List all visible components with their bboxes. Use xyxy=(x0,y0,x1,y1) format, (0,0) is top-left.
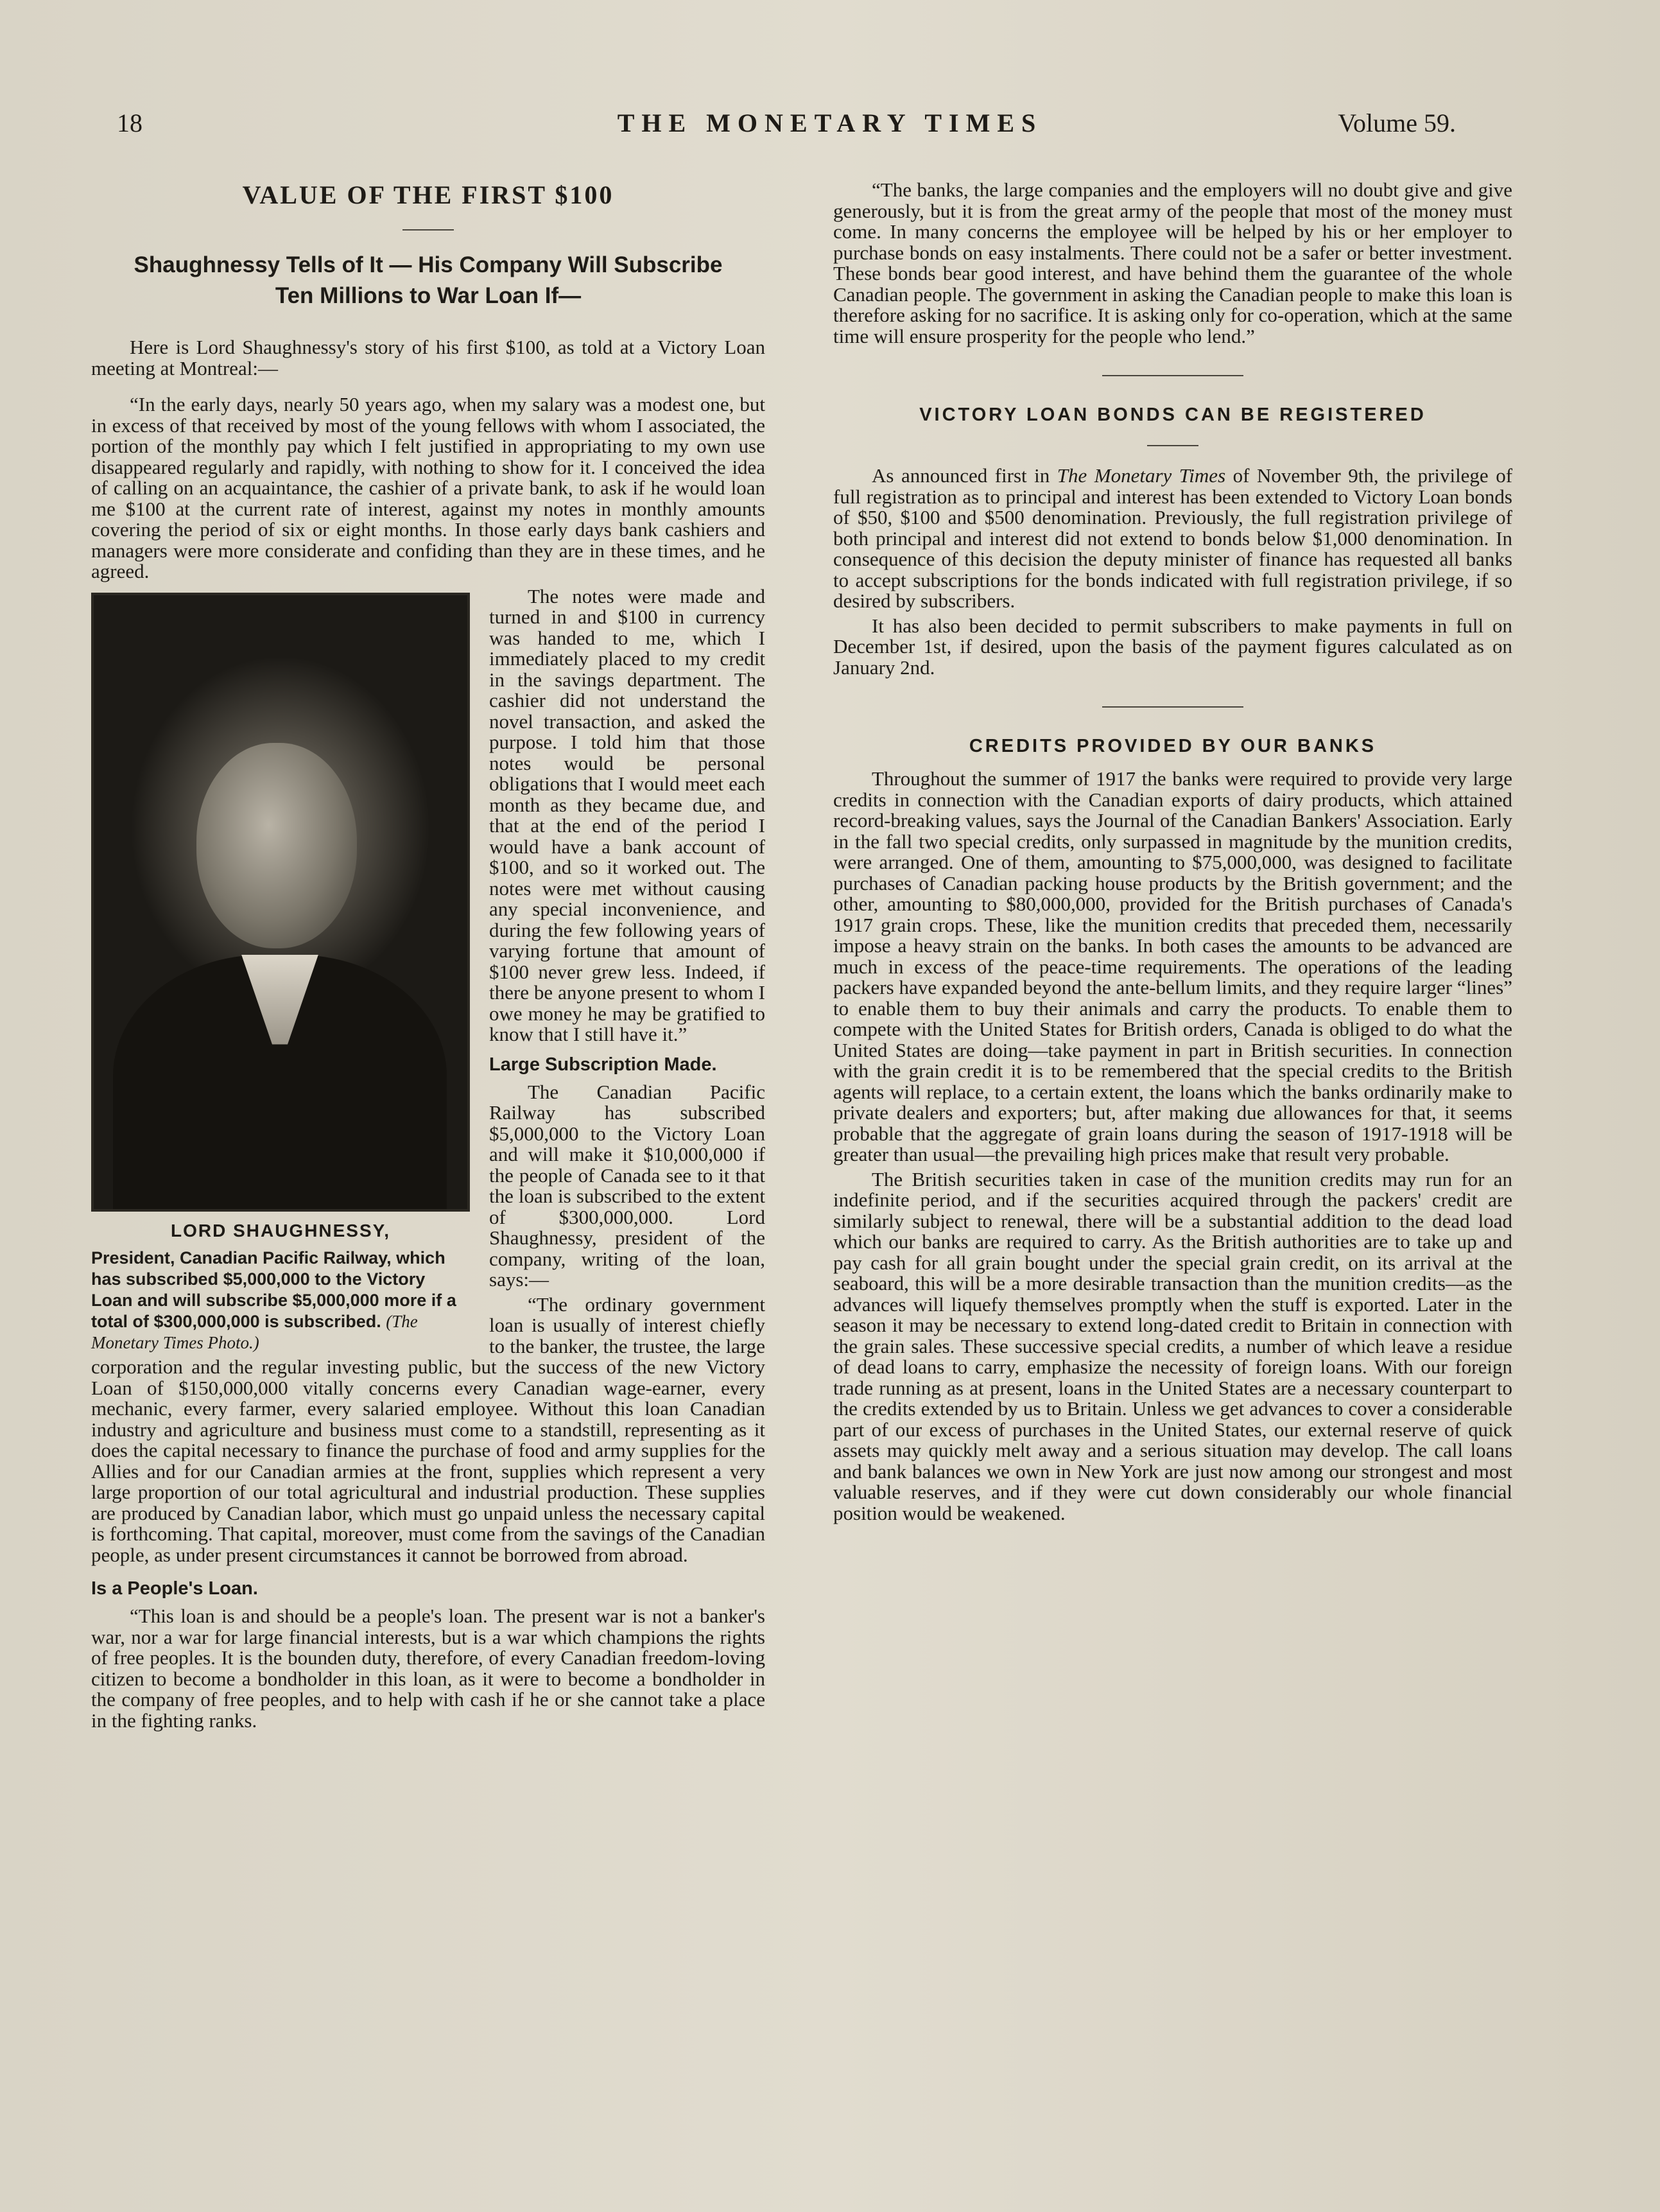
publication-title: THE MONETARY TIMES xyxy=(617,109,1043,137)
page-number: 18 xyxy=(117,109,143,137)
article-paragraph: It has also been decided to permit subscribers to make payments in full on December 1st, if desired, upon the basis of the payment figures calculated as on January 2nd. xyxy=(833,614,1512,679)
article-title: VALUE OF THE FIRST $100 xyxy=(242,180,614,209)
article-paragraph: “In the early days, nearly 50 years ago, when my salary was a modest one, but in excess of that received by most of the young fellows with whom I associated, the portion of the monthly pay which I felt justified in appropriating to my own use disappeared regularly and rapidly, with nothing to show for it. I conceived the idea of calling on an acquaintance, the cashier of a private bank, to ask if he would loan me $100 at the current rate of interest, against my notes in monthly amounts covering the period of six or eight months. In those early days bank cashiers and managers were more considerate and confiding than they are in these times, and he agreed. xyxy=(91,393,765,582)
left-column xyxy=(91,180,765,1735)
portrait-photo xyxy=(91,593,470,1212)
article-paragraph: “The ordinary government loan is usually of interest chiefly to the banker, the trustee, the large corporation and the regular investing public, but the success of the new Victory Loan of $150,000,000 vitally concerns every Canadian wage-earner, every mechanic, every farmer, every salaried employee. Without this loan Canadian industry and agriculture and business must come to a standstill, representing as it does the capital necessary to finance the purchase of food and army supplies for the Allies and for our Canadian armies at the front, supplies which represent a very large proportion of our total agricultural and industrial production. These supplies are produced by Canadian labor, which must go unpaid unless the necessary capital is forthcoming. That capital, moreover, must come from the savings of the Canadian people, as under present circumstances it cannot be borrowed from abroad. xyxy=(91,1293,765,1566)
photo-figure xyxy=(91,586,470,1354)
article-title: VICTORY LOAN BONDS CAN BE REGISTERED xyxy=(919,405,1426,425)
divider xyxy=(1147,445,1198,446)
publication-reference: The Monetary Times xyxy=(1057,464,1226,487)
running-header xyxy=(0,108,1660,153)
divider xyxy=(1102,706,1243,708)
volume-label: Volume 59. xyxy=(1338,109,1456,137)
article-paragraph: Throughout the summer of 1917 the banks were required to provide very large credits in connection with the Canadian exports of dairy products, which attained record-breaking values, says the Journal of the Canadian Bankers' Association. Early in the fall two special credits, only surpassed in magnitude by the munition credits, were arranged. One of them, amounting to $75,000,000, was designed to facilitate purchases of Canadian packing house products by the British government; and the other, amounting to $80,000,000, provided for the British purchases of Canada's 1917 grain crops. These, like the munition credits that preceded them, necessarily impose a heavy strain on the banks. In both cases the amounts to be advanced are much in excess of the peace-time requirements. The operations of the leading packers have expanded beyond the ante-bellum limits, and they require larger “lines” to enable them to buy their animals and carry the products. To enable them to compete with the United States for British orders, Canada is obliged to do what the United States are doing—take payment in part in British securities. In connection with the grain credit it is to be remembered that the special credits to the British agents will replace, to a certain extent, the loans which the banks ordinarily make to private dealers and exporters; but, after making due allowances for that, it seems probable that the aggregate of grain loans during the season of 1917-1918 will be greater than usual—the prevailing high prices make that result very probable. xyxy=(833,767,1512,1165)
photo-caption-name: LORD SHAUGHNESSY, xyxy=(170,1220,391,1241)
photo-caption-text: President, Canadian Pacific Railway, which has subscribed $5,000,000 to the Victory Loan and will subscribe $5,000,000 more if a total of $300,000,000 is subscribed. xyxy=(91,1248,456,1331)
section-heading: Is a People's Loan. xyxy=(91,1578,258,1599)
right-column xyxy=(833,180,1512,1528)
photo-caption xyxy=(91,1248,470,1354)
article-paragraph: The notes were made and turned in and $100 in currency was handed to me, which I immediately placed to my credit in the savings department. The cashier did not understand the novel transaction, and asked the purpose. I told him that those notes would be personal obligations that I would meet each month as they became due, and that at the end of the period I would have a bank account of $100, and so it worked out. The notes were met without causing any special inconvenience, and during the few following years of varying fortune that amount of $100 never grew less. Indeed, if there be anyone present to whom I owe money he may be gratified to know that I still have it.” xyxy=(489,584,765,1045)
article-paragraph: The Canadian Pacific Railway has subscribed $5,000,000 to the Victory Loan and will make it $10,000,000 if the people of Canada see to it that the loan is subscribed to the extent of $300,000,000. Lord Shaughnessy, president of the company, writing of the loan, says:— xyxy=(489,1080,765,1291)
article-paragraph: “This loan is and should be a people's loan. The present war is not a banker's war, nor a war for large financial interests, but is a war which champions the rights of free peoples. It is the bounden duty, therefore, of every Canadian freedom-loving citizen to become a bondholder in this loan, as it were to become a bondholder in the company of free peoples, and to help with cash if he or she cannot take a place in the fighting ranks. xyxy=(91,1605,765,1732)
article-paragraph: “The banks, the large companies and the employers will no doubt give and give generously, but it is from the great army of the people that most of the money must come. In many concerns the employee will be helped by his or her employer to purchase bonds on easy instalments. There could not be a safer or better investment. These bonds bear good interest, and have behind them the guarantee of the whole Canadian people. The government in asking the Canadian people to make this loan is therefore asking for no sacrifice. It is asking only for co-operation, which at the same time will ensure prosperity for the people who lend.” xyxy=(833,179,1512,347)
subtitle-line: Shaughnessy Tells of It — His Company Will Subscribe xyxy=(134,252,723,277)
article-paragraph: The British securities taken in case of the munition credits may run for an indefinite period, and if the securities acquired through the packers' credit are similarly subject to renewal, there will be a substantial addition to the dead load which our banks are required to carry. As the British authorities are to take up and pay cash for all grain bought under the special grain credit, on its arrival at the seaboard, this will be a more desirable transaction than the munition credits—as the advances will liquefy themselves promptly when the stuff is exported. Later in the season it may be necessary to extend long-dated credit to Britain in connection with the grain sales. These successive special credits, a number of which leave a residue of dead loans to carry, emphasize the necessity of foreign loans. With our foreign trade running as at present, loans in the United States are a necessary counterpart to the credits extended by us to Britain. Unless we get advances to cover a considerable part of our excess of purchases in the United States, our external reserve of quick assets may quickly melt away and a serious situation may develop. The call loans and bank balances we own in New York are just now among our strongest and most valuable reserves, and if they were cut down considerably our whole financial position would be weakened. xyxy=(833,1167,1512,1524)
photo-credit: (The Monetary Times Photo.) xyxy=(91,1311,418,1352)
divider xyxy=(402,229,454,231)
divider xyxy=(1102,375,1243,376)
article-subtitle xyxy=(91,250,765,311)
article-paragraph: As announced first in The Monetary Times of November 9th, the privilege of full registration as to principal and interest has been extended to Victory Loan bonds of $50, $100 and $500 denomination. Previously, the full registration privilege of both principal and interest did not extend to bonds below $1,000 denomination. In consequence of this decision the deputy minister of finance has requested all banks to accept subscriptions for the bonds indicated with full registration privilege, if so desired by subscribers. xyxy=(833,464,1513,612)
article-title: CREDITS PROVIDED BY OUR BANKS xyxy=(969,736,1377,756)
article-paragraph: Here is Lord Shaughnessy's story of his first $100, as told at a Victory Loan meeting at Montreal:— xyxy=(91,336,765,379)
subtitle-line: Ten Millions to War Loan If— xyxy=(275,283,582,308)
section-heading: Large Subscription Made. xyxy=(489,1054,717,1075)
